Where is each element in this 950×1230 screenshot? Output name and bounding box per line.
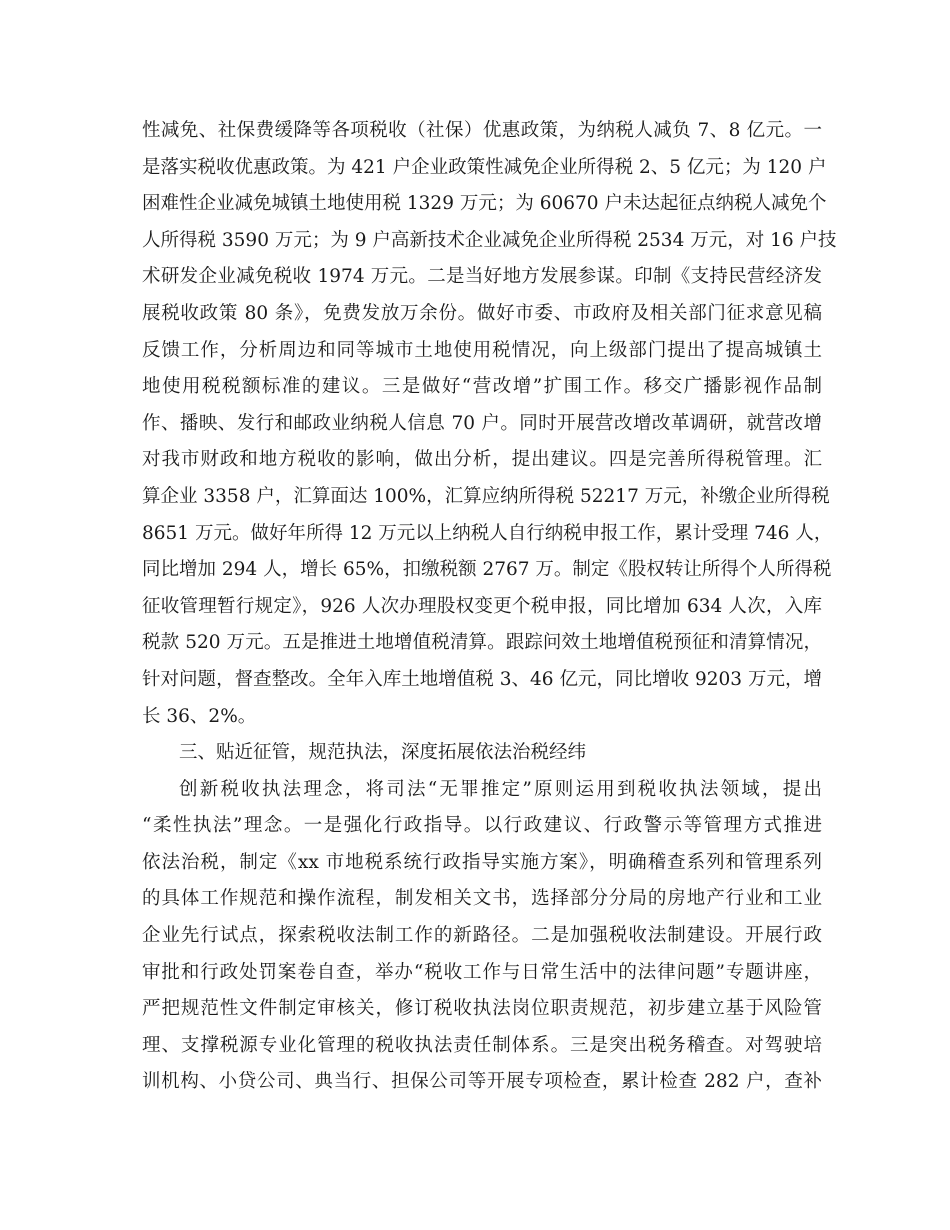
text-line: 创新税收执法理念，将司法“无罪推定”原则运用到税收执法领域，提出 [179,778,822,800]
text-line: 针对问题，督查整改。全年入库土地增值税 3、46 亿元，同比增收 9203 万元，增 [142,668,822,690]
text-line: 8651 万元。做好年所得 12 万元以上纳税人自行纳税申报工作，累计受理 746 人， [142,522,833,544]
text-line: 理、支撑税源专业化管理的税收执法责任制体系。三是突出税务稽查。对驾驶培 [142,1034,822,1056]
text-line: 反馈工作，分析周边和同等城市土地使用税情况，向上级部门提出了提高城镇土 [142,339,822,361]
text-line: 是落实税收优惠政策。为 421 户企业政策性减免企业所得税 2、5 亿元；为 120 户 [142,156,827,178]
text-line: 对我市财政和地方税收的影响，做出分析，提出建议。四是完善所得税管理。汇 [142,449,822,471]
text-line: 企业先行试点，探索税收法制工作的新路径。二是加强税收法制建设。开展行政 [142,925,822,947]
text-line: 困难性企业减免城镇土地使用税 1329 万元；为 60670 户未达起征点纳税人减免个 [142,193,827,215]
text-line: 算企业 3358 户，汇算面达 100%，汇算应纳所得税 52217 万元，补缴企业所得税 [142,485,830,507]
text-line: 术研发企业减免税收 1974 万元。二是当好地方发展参谋。印制《支持民营经济发 [142,266,822,288]
text-line: 征收管理暂行规定》，926 人次办理股权变更个税申报，同比增加 634 人次，入库 [142,595,822,617]
section-heading: 三、贴近征管，规范执法，深度拓展依法治税经纬 [179,742,587,764]
text-line: 依法治税，制定《xx 市地税系统行政指导实施方案》，明确稽查系列和管理系列 [142,851,822,873]
text-line: 作、播映、发行和邮政业纳税人信息 70 户。同时开展营改增改革调研，就营改增 [142,412,822,434]
text-line: 同比增加 294 人，增长 65%，扣缴税额 2767 万。制定《股权转让所得个人所得税 [142,559,832,581]
text-line: 地使用税税额标准的建议。三是做好“营改增”扩围工作。移交广播影视作品制 [142,376,822,398]
text-line: 严把规范性文件制定审核关，修订税收执法岗位职责规范，初步建立基于风险管 [142,998,822,1020]
document-body [142,113,837,1101]
text-line: 审批和行政处罚案卷自查，举办“税收工作与日常生活中的法律问题”专题讲座， [142,961,822,983]
text-line: 的具体工作规范和操作流程，制发相关文书，选择部分分局的房地产行业和工业 [142,888,822,910]
text-line: 性减免、社保费缓降等各项税收（社保）优惠政策，为纳税人减负 7、8 亿元。一 [142,120,822,141]
text-line: 长 36、2%。 [142,705,257,727]
text-line: 训机构、小贷公司、典当行、担保公司等开展专项检查，累计检查 282 户，查补 [142,1071,822,1093]
text-line: “柔性执法”理念。一是强化行政指导。以行政建议、行政警示等管理方式推进 [142,815,822,837]
text-line: 人所得税 3590 万元；为 9 户高新技术企业减免企业所得税 2534 万元，对 16 户技 [142,229,837,251]
text-line: 税款 520 万元。五是推进土地增值税清算。跟踪问效土地增值税预征和清算情况， [142,632,822,654]
text-line: 展税收政策 80 条》，免费发放万余份。做好市委、市政府及相关部门征求意见稿 [142,302,822,324]
